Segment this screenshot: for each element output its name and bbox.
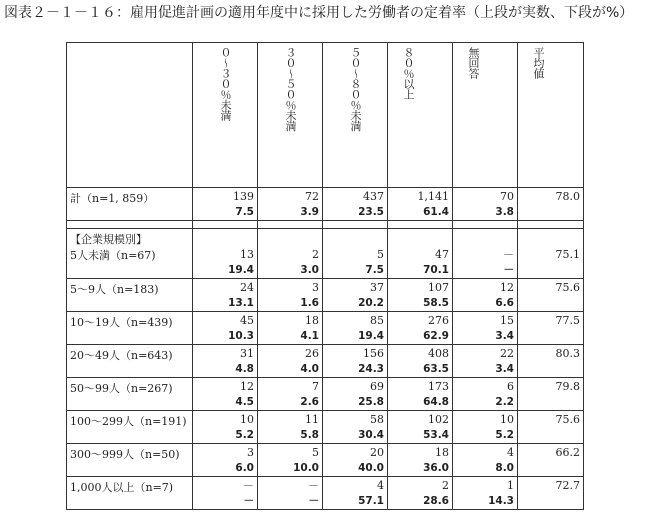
percent-value: 23.5 <box>358 206 384 218</box>
count-value: 37 <box>370 281 384 294</box>
value-cell <box>258 378 323 411</box>
percent-value: 10.3 <box>228 330 254 342</box>
page-title: 図表２－１－１６：雇用促進計画の適用年度中に採用した労働者の定着率（上段が実数、下段が%） <box>4 5 634 21</box>
count-value: 10 <box>240 413 254 426</box>
table-row <box>67 312 584 345</box>
value-cell <box>388 312 453 345</box>
count-value: 156 <box>363 347 384 360</box>
spacer-cell <box>453 221 518 229</box>
percent-value <box>521 395 580 410</box>
count-value: 31 <box>240 347 254 360</box>
percent-value: 28.6 <box>423 495 449 507</box>
count-value: 69 <box>370 380 384 393</box>
count-value: － <box>308 479 319 492</box>
count-value: 437 <box>363 190 384 203</box>
count-value: 1,141 <box>417 190 449 203</box>
value-cell <box>258 229 323 279</box>
count-value: 18 <box>305 314 319 327</box>
value-cell <box>258 477 323 510</box>
count-value: 80.3 <box>555 347 580 360</box>
percent-value: － <box>308 495 319 507</box>
spacer-cell <box>67 221 193 229</box>
spacer-row <box>67 221 584 229</box>
count-value: 1 <box>507 479 514 492</box>
row-label <box>67 477 193 510</box>
count-value: 12 <box>240 380 254 393</box>
percent-value: 53.4 <box>423 429 449 441</box>
row-label-text: 1,000人以上（n=7) <box>70 481 174 494</box>
value-cell <box>193 279 258 312</box>
percent-value: 5.8 <box>300 429 319 441</box>
percent-value: 4.8 <box>235 363 254 375</box>
percent-value: 63.5 <box>423 363 449 375</box>
percent-value: 14.3 <box>488 495 514 507</box>
count-value: 2 <box>442 479 449 492</box>
count-value: 75.6 <box>555 413 580 426</box>
row-label-text: 10～19人（n=439) <box>70 316 173 329</box>
count-value: 85 <box>370 314 384 327</box>
value-cell <box>193 444 258 477</box>
count-value: 4 <box>377 479 384 492</box>
row-label-text: 5人未満（n=67) <box>70 249 156 262</box>
count-value: 26 <box>305 347 319 360</box>
count-value: 66.2 <box>555 446 580 459</box>
value-cell <box>388 229 453 279</box>
table-row <box>67 188 584 221</box>
value-cell <box>453 345 518 378</box>
percent-value: 3.4 <box>495 330 514 342</box>
column-header: ０～３０％未満 <box>193 43 258 188</box>
row-label <box>67 188 193 221</box>
percent-value: － <box>503 264 514 276</box>
percent-value <box>521 428 580 443</box>
percent-value: 5.2 <box>235 429 254 441</box>
percent-value: 3.0 <box>300 264 319 276</box>
table-row <box>67 411 584 444</box>
percent-value: 70.1 <box>423 264 449 276</box>
value-cell <box>193 312 258 345</box>
count-value: － <box>503 248 514 261</box>
percent-value: 5.2 <box>495 429 514 441</box>
spacer-cell <box>258 221 323 229</box>
column-header: ５０～８０％未満 <box>323 43 388 188</box>
percent-value <box>521 205 580 220</box>
section-label: 【企業規模別】 <box>70 233 147 246</box>
table-row <box>67 345 584 378</box>
value-cell <box>388 411 453 444</box>
table-row <box>67 477 584 510</box>
percent-value: 10.0 <box>293 462 319 474</box>
value-cell <box>518 229 584 279</box>
header-corner <box>67 43 193 188</box>
count-value: 10 <box>500 413 514 426</box>
value-cell <box>193 378 258 411</box>
count-value: 47 <box>435 248 449 261</box>
data-table <box>66 42 584 510</box>
value-cell <box>193 188 258 221</box>
value-cell <box>193 345 258 378</box>
count-value: 7 <box>312 380 319 393</box>
value-cell <box>518 378 584 411</box>
value-cell <box>323 411 388 444</box>
table-row <box>67 229 584 279</box>
percent-value: 6.0 <box>235 462 254 474</box>
value-cell <box>388 345 453 378</box>
value-cell <box>388 477 453 510</box>
row-label <box>67 411 193 444</box>
count-value: 13 <box>240 248 254 261</box>
row-label <box>67 229 193 279</box>
count-value: 15 <box>500 314 514 327</box>
percent-value: 2.2 <box>495 396 514 408</box>
count-value: 139 <box>233 190 254 203</box>
count-value: 3 <box>247 446 254 459</box>
percent-value <box>521 494 580 509</box>
count-value: 408 <box>428 347 449 360</box>
value-cell <box>323 188 388 221</box>
count-value: － <box>243 479 254 492</box>
value-cell <box>323 444 388 477</box>
row-label <box>67 312 193 345</box>
percent-value: － <box>243 495 254 507</box>
percent-value: 2.6 <box>300 396 319 408</box>
count-value: 2 <box>312 248 319 261</box>
value-cell <box>258 188 323 221</box>
percent-value: 8.0 <box>495 462 514 474</box>
row-label <box>67 378 193 411</box>
percent-value: 20.2 <box>358 297 384 309</box>
value-cell <box>518 411 584 444</box>
count-value: 4 <box>507 446 514 459</box>
value-cell <box>193 229 258 279</box>
percent-value: 1.6 <box>300 297 319 309</box>
percent-value: 7.5 <box>235 206 254 218</box>
value-cell <box>258 411 323 444</box>
value-cell <box>453 378 518 411</box>
count-value: 102 <box>428 413 449 426</box>
count-value: 5 <box>377 248 384 261</box>
count-value: 79.8 <box>555 380 580 393</box>
count-value: 173 <box>428 380 449 393</box>
percent-value: 6.6 <box>495 297 514 309</box>
value-cell <box>453 188 518 221</box>
header-row <box>67 43 584 188</box>
count-value: 72.7 <box>555 479 580 492</box>
count-value: 3 <box>312 281 319 294</box>
count-value: 12 <box>500 281 514 294</box>
value-cell <box>323 477 388 510</box>
percent-value: 64.8 <box>423 396 449 408</box>
row-label-text: 計（n=1, 859） <box>70 192 155 205</box>
count-value: 18 <box>435 446 449 459</box>
count-value: 11 <box>305 413 319 426</box>
percent-value <box>521 461 580 476</box>
percent-value <box>521 263 580 278</box>
column-header: ３０～５０％未満 <box>258 43 323 188</box>
percent-value: 58.5 <box>423 297 449 309</box>
percent-value: 4.5 <box>235 396 254 408</box>
count-value: 276 <box>428 314 449 327</box>
value-cell <box>193 411 258 444</box>
column-header: 平均値 <box>518 43 584 188</box>
percent-value: 7.5 <box>365 264 384 276</box>
percent-value <box>521 329 580 344</box>
table-row <box>67 279 584 312</box>
percent-value: 24.3 <box>358 363 384 375</box>
value-cell <box>388 188 453 221</box>
value-cell <box>388 378 453 411</box>
count-value: 70 <box>500 190 514 203</box>
percent-value: 4.1 <box>300 330 319 342</box>
percent-value: 19.4 <box>358 330 384 342</box>
value-cell <box>193 477 258 510</box>
value-cell <box>258 444 323 477</box>
percent-value: 3.4 <box>495 363 514 375</box>
value-cell <box>453 312 518 345</box>
count-value: 58 <box>370 413 384 426</box>
percent-value <box>521 362 580 377</box>
value-cell <box>388 444 453 477</box>
value-cell <box>323 345 388 378</box>
value-cell <box>518 188 584 221</box>
table-row <box>67 378 584 411</box>
value-cell <box>453 477 518 510</box>
percent-value: 13.1 <box>228 297 254 309</box>
row-label <box>67 444 193 477</box>
row-label-text: 5～9人（n=183) <box>70 283 159 296</box>
percent-value: 3.9 <box>300 206 319 218</box>
row-label <box>67 279 193 312</box>
value-cell <box>453 444 518 477</box>
count-value: 6 <box>507 380 514 393</box>
value-cell <box>518 444 584 477</box>
count-value: 75.1 <box>555 248 580 261</box>
count-value: 24 <box>240 281 254 294</box>
value-cell <box>518 312 584 345</box>
spacer-cell <box>323 221 388 229</box>
value-cell <box>453 411 518 444</box>
value-cell <box>388 279 453 312</box>
count-value: 45 <box>240 314 254 327</box>
count-value: 22 <box>500 347 514 360</box>
percent-value: 3.8 <box>495 206 514 218</box>
percent-value: 4.0 <box>300 363 319 375</box>
percent-value: 25.8 <box>358 396 384 408</box>
row-label <box>67 345 193 378</box>
value-cell <box>518 345 584 378</box>
percent-value: 30.4 <box>358 429 384 441</box>
value-cell <box>518 279 584 312</box>
row-label-text: 20～49人（n=643) <box>70 349 173 362</box>
row-label-text: 100～299人（n=191) <box>70 415 187 428</box>
spacer-cell <box>388 221 453 229</box>
count-value: 107 <box>428 281 449 294</box>
column-header: ８０％以上 <box>388 43 453 188</box>
percent-value <box>521 296 580 311</box>
value-cell <box>258 312 323 345</box>
percent-value: 62.9 <box>423 330 449 342</box>
count-value: 5 <box>312 446 319 459</box>
value-cell <box>258 345 323 378</box>
count-value: 77.5 <box>555 314 580 327</box>
count-value: 20 <box>370 446 384 459</box>
value-cell <box>453 279 518 312</box>
value-cell <box>453 229 518 279</box>
count-value: 78.0 <box>555 190 580 203</box>
percent-value: 57.1 <box>358 495 384 507</box>
row-label-text: 50～99人（n=267) <box>70 382 173 395</box>
percent-value: 61.4 <box>423 206 449 218</box>
value-cell <box>323 312 388 345</box>
spacer-cell <box>193 221 258 229</box>
row-label-text: 300～999人（n=50) <box>70 448 180 461</box>
value-cell <box>323 279 388 312</box>
percent-value: 19.4 <box>228 264 254 276</box>
value-cell <box>258 279 323 312</box>
value-cell <box>323 229 388 279</box>
count-value: 75.6 <box>555 281 580 294</box>
spacer-cell <box>518 221 584 229</box>
column-header: 無回答 <box>453 43 518 188</box>
table-row <box>67 444 584 477</box>
count-value: 72 <box>305 190 319 203</box>
percent-value: 40.0 <box>358 462 384 474</box>
value-cell <box>518 477 584 510</box>
value-cell <box>323 378 388 411</box>
percent-value: 36.0 <box>423 462 449 474</box>
